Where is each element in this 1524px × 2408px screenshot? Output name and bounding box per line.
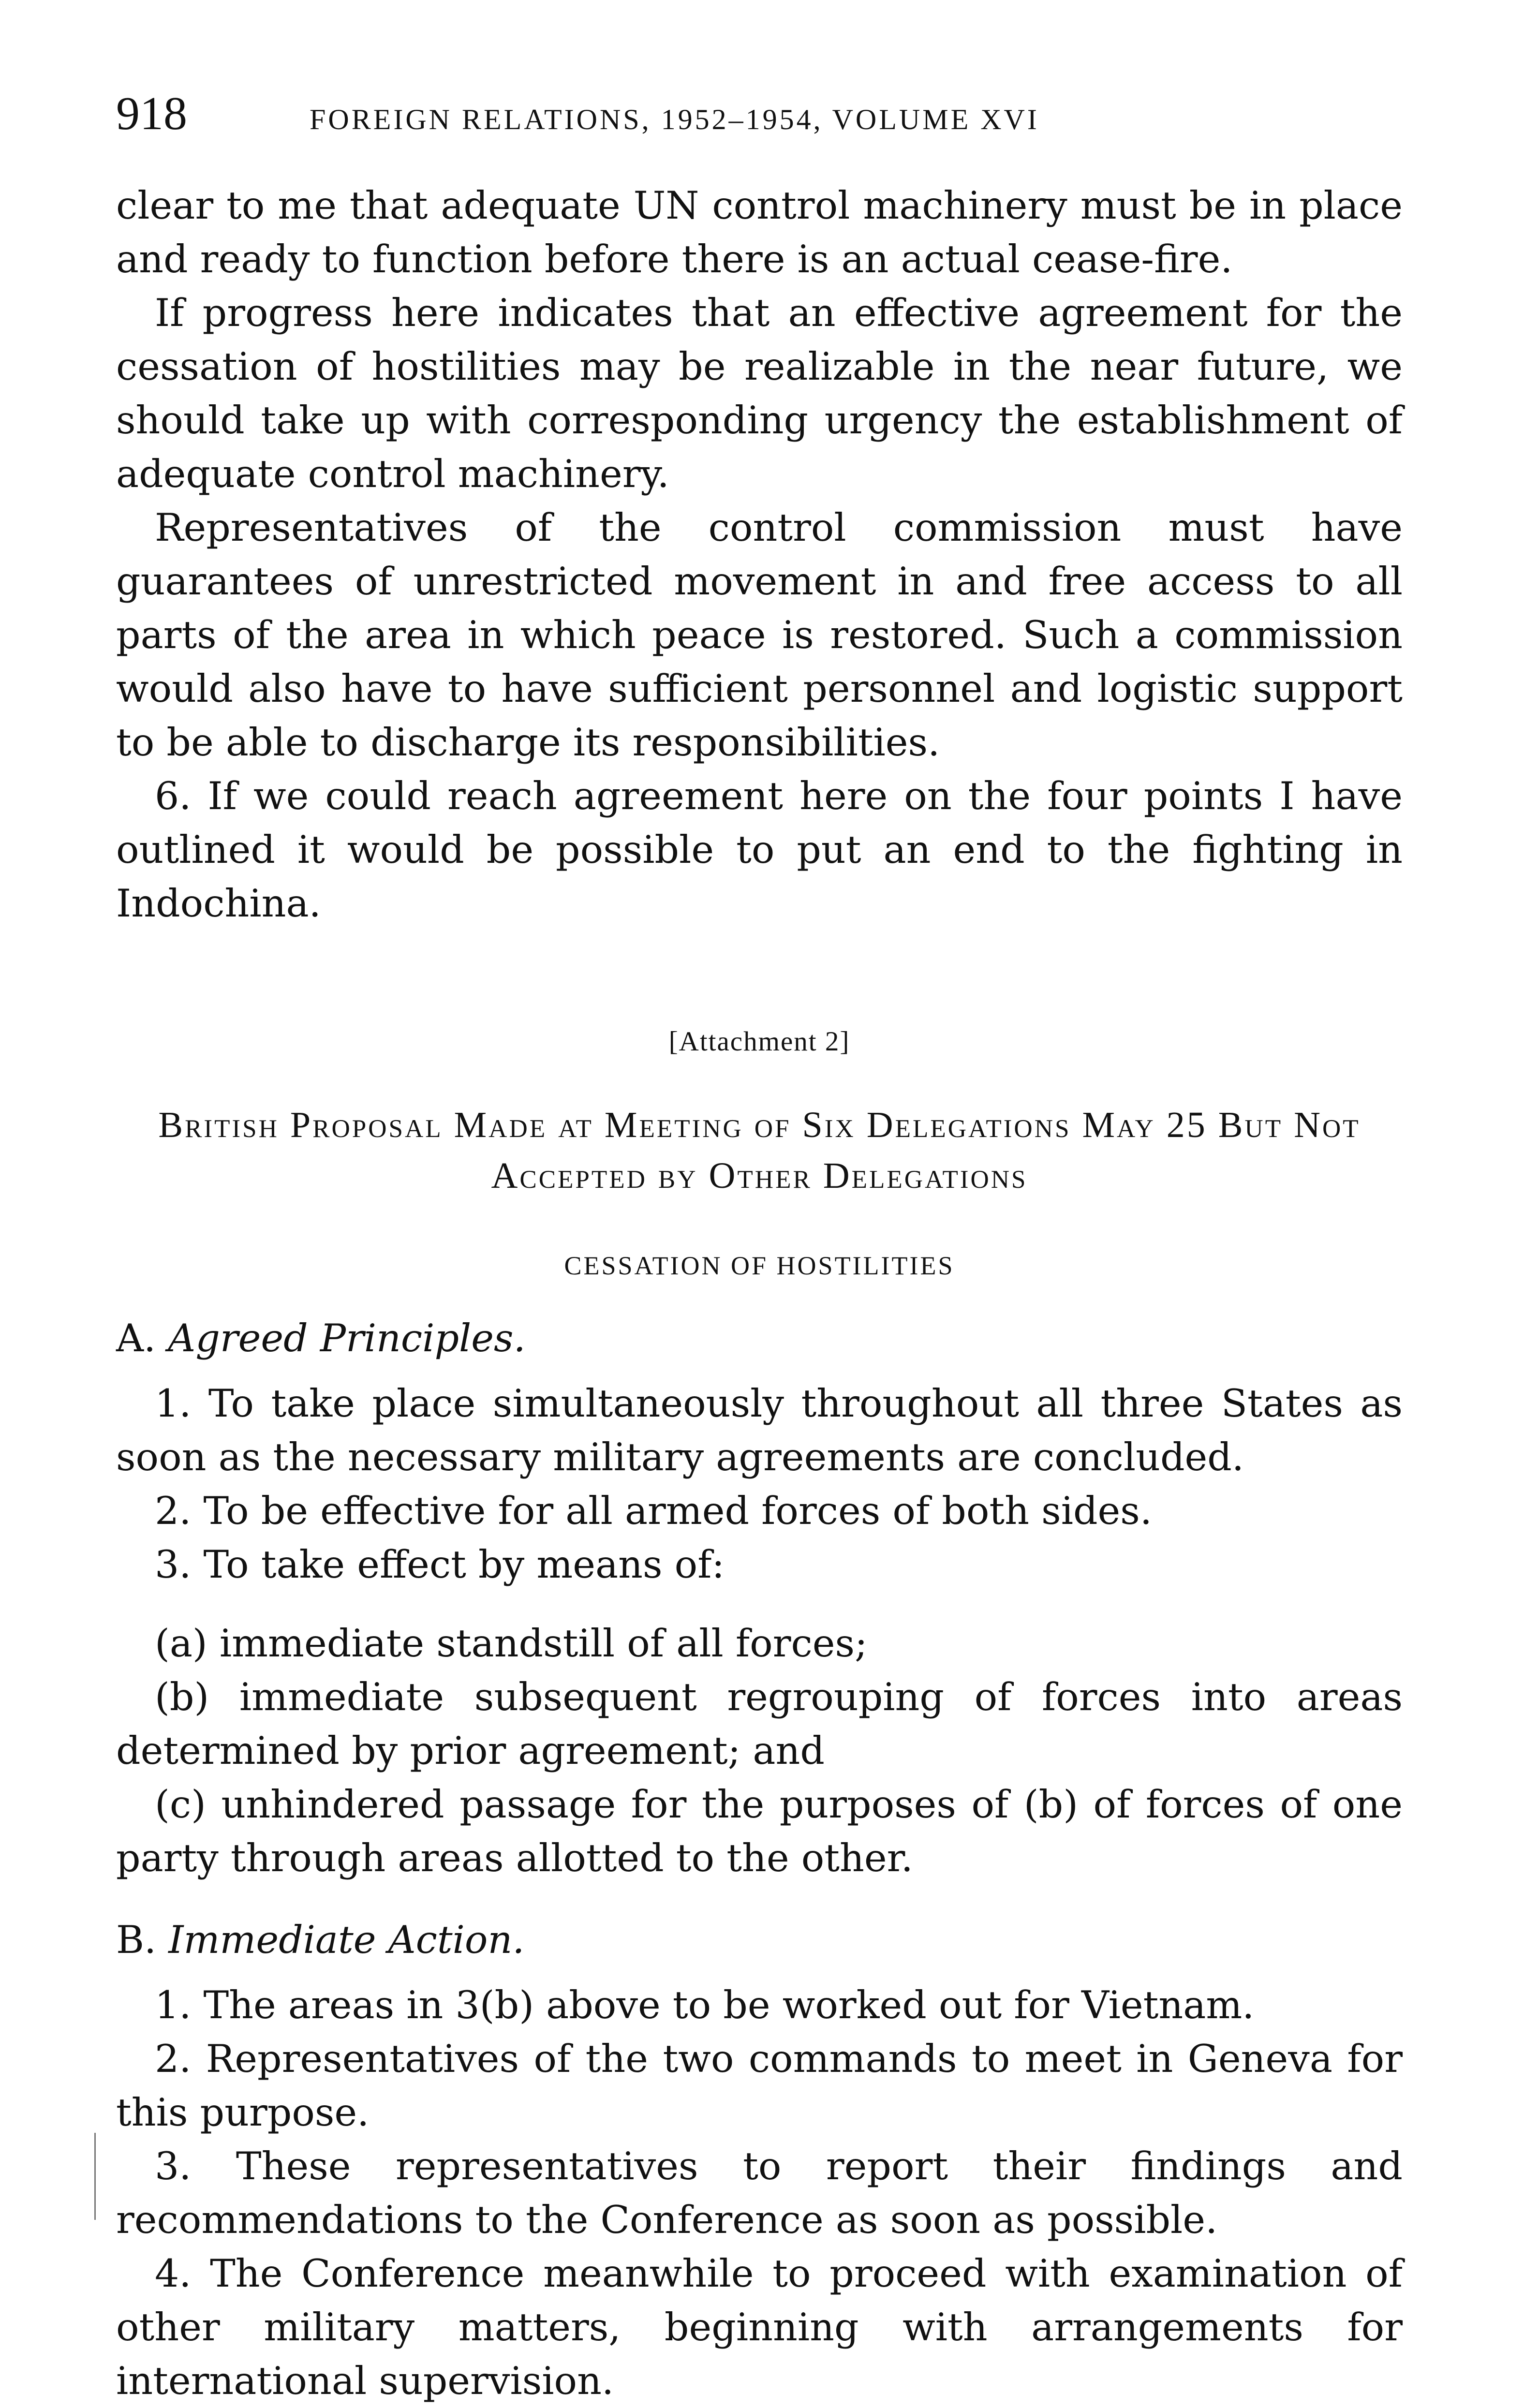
list-item: 1. To take place simultaneously throughout all three States as soon as the necessary military agreements are concluded. — [116, 1381, 1403, 1479]
attachment-title: British Proposal Made at Meeting of Six Delegations May 25 But Not Accepted by Other Delegations — [158, 1105, 1361, 1196]
page-header — [116, 82, 1403, 145]
list-item: 3. To take effect by means of: — [155, 1542, 725, 1587]
body-paragraph: 6. If we could reach agreement here on the four points I have outlined it would be possible to put an end to the fighting in Indochina. — [116, 774, 1403, 926]
document-content — [116, 179, 1403, 2408]
margin-mark — [94, 2133, 96, 2220]
list-item: 4. The Conference meanwhile to proceed with examination of other military matters, beginning with arrangements for international supervision. — [116, 2251, 1403, 2403]
body-paragraph: If progress here indicates that an effective agreement for the cessation of hostilities may be realizable in the near future, we should take up with corresponding urgency the establishment of adequate control machinery. — [116, 291, 1403, 496]
section-letter-b: B. — [116, 1918, 157, 1962]
sub-list-item: (b) immediate subsequent regrouping of forces into areas determined by prior agreement; and — [116, 1675, 1403, 1773]
list-item: 2. Representatives of the two commands to meet in Geneva for this purpose. — [116, 2037, 1403, 2135]
sub-list-item: (c) unhindered passage for the purposes of (b) of forces of one party through areas allotted to the other. — [116, 1782, 1403, 1880]
list-item: 2. To be effective for all armed forces of both sides. — [155, 1489, 1152, 1533]
sub-list-item: (a) immediate standstill of all forces; — [155, 1621, 868, 1666]
section-a-sub-list — [116, 1617, 1403, 1885]
page-number: 918 — [116, 88, 187, 140]
attachment-label: [Attachment 2] — [668, 1026, 850, 1057]
list-item: 1. The areas in 3(b) above to be worked out for Vietnam. — [155, 1983, 1255, 2027]
section-letter-a: A. — [116, 1316, 156, 1360]
section-heading-b — [116, 1913, 1403, 1967]
section-title-b: Immediate Action. — [168, 1918, 525, 1962]
list-item: 3. These representatives to report their findings and recommendations to the Conference as soon as possible. — [116, 2144, 1403, 2242]
section-title-a: Agreed Principles. — [168, 1316, 526, 1360]
body-paragraph: clear to me that adequate UN control machinery must be in place and ready to function before there is an actual cease-fire. — [116, 183, 1403, 281]
attachment-subheading: CESSATION OF HOSTILITIES — [564, 1251, 955, 1280]
section-a-list — [116, 1377, 1403, 1592]
running-head: FOREIGN RELATIONS, 1952–1954, VOLUME XVI — [310, 103, 1039, 135]
section-heading-a — [116, 1312, 1403, 1365]
body-paragraph: Representatives of the control commission must have guarantees of unrestricted movement in and free access to all parts of the area in which peace is restored. Such a commission would also have to have sufficient personnel and logistic support to be able to discharge its responsibilities. — [116, 505, 1403, 765]
section-b-list — [116, 1979, 1403, 2408]
